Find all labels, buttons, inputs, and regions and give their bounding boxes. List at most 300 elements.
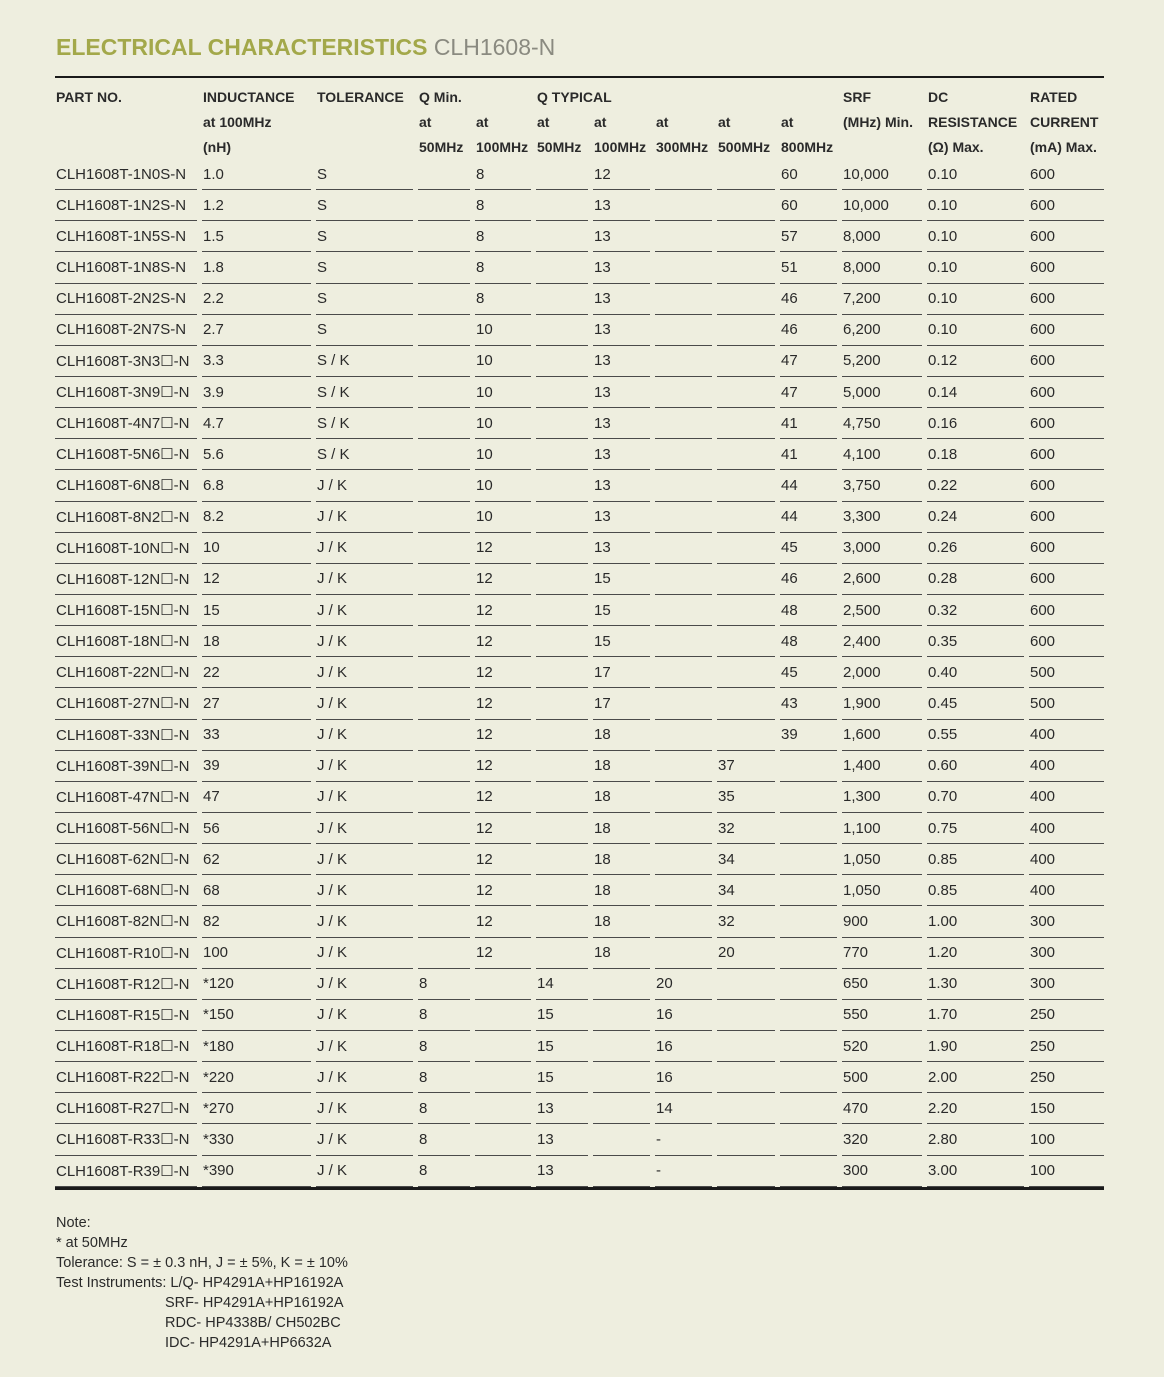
table-cell: 150 [1029, 1093, 1104, 1124]
table-cell: 10 [475, 502, 531, 533]
table-cell: 16 [655, 1062, 712, 1093]
table-cell [655, 813, 712, 844]
note-rdc: RDC- HP4338B/ CH502BC [165, 1315, 341, 1331]
table-cell [418, 533, 470, 564]
table-cell: 32 [717, 813, 775, 844]
header-cell: (Ω) Max. [928, 138, 984, 155]
table-cell: 1.90 [927, 1031, 1024, 1062]
table-cell [418, 252, 470, 283]
table-cell [655, 626, 712, 657]
table-cell: 12 [475, 595, 531, 626]
table-cell: 44 [780, 470, 837, 501]
table-cell [717, 346, 775, 377]
table-cell [655, 502, 712, 533]
table-cell: 3.3 [202, 346, 311, 377]
table-cell: 2,600 [842, 564, 922, 595]
table-cell: 12 [475, 906, 531, 937]
table-cell: 1,100 [842, 813, 922, 844]
table-cell: 1.5 [202, 221, 311, 252]
header-cell: CURRENT [1030, 113, 1099, 130]
table-cell: 900 [842, 906, 922, 937]
table-cell: 18 [593, 720, 650, 751]
table-cell: 600 [1029, 315, 1104, 346]
table-cell: CLH1608T-1N8S-N [55, 252, 197, 283]
table-cell: 3,300 [842, 502, 922, 533]
note-idc: IDC- HP4291A+HP6632A [165, 1335, 332, 1351]
table-cell [780, 1031, 837, 1062]
table-cell [418, 159, 470, 190]
table-cell [655, 159, 712, 190]
table-cell: 10 [475, 315, 531, 346]
header-cell: at [476, 113, 489, 130]
table-cell [780, 906, 837, 937]
table-cell [418, 751, 470, 782]
table-cell: 10,000 [842, 159, 922, 190]
table-cell [717, 1000, 775, 1031]
table-cell [418, 315, 470, 346]
table-cell: J / K [316, 938, 413, 969]
table-cell: 47 [202, 782, 311, 813]
table-cell [418, 720, 470, 751]
table-cell: CLH1608T-R18☐-N [55, 1031, 197, 1062]
table-cell [536, 346, 588, 377]
table-cell: 3.9 [202, 377, 311, 408]
header-cell: Q Min. [419, 88, 462, 105]
table-cell: 1,900 [842, 688, 922, 719]
table-cell [717, 470, 775, 501]
table-cell: 17 [593, 657, 650, 688]
table-cell: J / K [316, 906, 413, 937]
header-cell: 50MHz [419, 138, 464, 155]
table-cell: 46 [780, 564, 837, 595]
table-cell: 0.45 [927, 688, 1024, 719]
table-cell [475, 969, 531, 1000]
header-cell: at [656, 113, 669, 130]
table-cell [593, 1156, 650, 1187]
table-row [55, 159, 1104, 190]
table-cell: S [316, 190, 413, 221]
table-cell [418, 813, 470, 844]
table-cell: 100 [202, 938, 311, 969]
table-cell: 15 [593, 626, 650, 657]
table-cell: 51 [780, 252, 837, 283]
table-cell: 2,500 [842, 595, 922, 626]
table-cell [655, 657, 712, 688]
table-cell [536, 906, 588, 937]
table-cell: 0.22 [927, 470, 1024, 501]
table-cell: 0.12 [927, 346, 1024, 377]
table-cell [780, 969, 837, 1000]
header-cell: at [781, 113, 794, 130]
table-cell: 18 [202, 626, 311, 657]
table-cell [655, 470, 712, 501]
table-cell: 56 [202, 813, 311, 844]
table-row [55, 1062, 1104, 1093]
table-cell: 10,000 [842, 190, 922, 221]
header-cell: DC [928, 88, 949, 105]
table-cell: 4.7 [202, 408, 311, 439]
header-cell: (mA) Max. [1030, 138, 1097, 155]
header-cell: at [594, 113, 607, 130]
table-cell: 10 [202, 533, 311, 564]
table-cell: 400 [1029, 813, 1104, 844]
table-cell: 0.32 [927, 595, 1024, 626]
table-cell: *120 [202, 969, 311, 1000]
table-cell: J / K [316, 813, 413, 844]
table-cell: CLH1608T-82N☐-N [55, 906, 197, 937]
table-cell: 600 [1029, 502, 1104, 533]
table-cell: CLH1608T-R12☐-N [55, 969, 197, 1000]
table-cell: 46 [780, 315, 837, 346]
table-cell: CLH1608T-3N9☐-N [55, 377, 197, 408]
table-cell [717, 1124, 775, 1155]
table-cell: 32 [717, 906, 775, 937]
table-cell: S [316, 159, 413, 190]
table-cell: J / K [316, 875, 413, 906]
table-cell [536, 159, 588, 190]
table-cell [780, 782, 837, 813]
table-cell: CLH1608T-2N7S-N [55, 315, 197, 346]
table-cell: 8 [418, 1124, 470, 1155]
table-cell: 37 [717, 751, 775, 782]
page-title [56, 34, 555, 61]
table-cell [536, 470, 588, 501]
table-cell [780, 751, 837, 782]
table-cell: 0.85 [927, 875, 1024, 906]
table-cell [655, 688, 712, 719]
table-cell: 12 [475, 564, 531, 595]
table-cell [717, 315, 775, 346]
table-row [55, 252, 1104, 283]
table-row [55, 688, 1104, 719]
table-row [55, 439, 1104, 470]
table-cell: *220 [202, 1062, 311, 1093]
header-cell: TOLERANCE [317, 88, 404, 105]
table-cell [780, 1000, 837, 1031]
table-cell [536, 657, 588, 688]
table-cell: 6.8 [202, 470, 311, 501]
table-cell [780, 1062, 837, 1093]
table-cell [717, 657, 775, 688]
table-cell: *150 [202, 1000, 311, 1031]
table-cell [717, 377, 775, 408]
table-cell: 1,600 [842, 720, 922, 751]
table-cell: 18 [593, 844, 650, 875]
header-cell: at [537, 113, 550, 130]
table-cell [418, 688, 470, 719]
table-cell: 39 [202, 751, 311, 782]
table-cell: 5,200 [842, 346, 922, 377]
table-cell: 12 [475, 688, 531, 719]
table-cell: 13 [593, 408, 650, 439]
table-cell [418, 377, 470, 408]
table-cell [418, 657, 470, 688]
table-cell: 600 [1029, 159, 1104, 190]
table-cell: J / K [316, 844, 413, 875]
table-cell: 15 [536, 1062, 588, 1093]
table-cell: 10 [475, 439, 531, 470]
table-cell [717, 1093, 775, 1124]
table-cell: J / K [316, 470, 413, 501]
table-row [55, 284, 1104, 315]
table-cell [418, 875, 470, 906]
note-srf: SRF- HP4291A+HP16192A [165, 1295, 344, 1311]
header-cell: 800MHz [781, 138, 834, 155]
table-cell: 8 [418, 1156, 470, 1187]
table-cell [593, 969, 650, 1000]
table-cell: 300 [1029, 906, 1104, 937]
table-cell: J / K [316, 782, 413, 813]
table-cell: 8 [475, 221, 531, 252]
table-cell [418, 844, 470, 875]
table-cell: 48 [780, 626, 837, 657]
table-cell [717, 159, 775, 190]
table-cell: CLH1608T-R33☐-N [55, 1124, 197, 1155]
table-cell: 1.30 [927, 969, 1024, 1000]
table-cell: 12 [475, 844, 531, 875]
header-cell: 300MHz [656, 138, 709, 155]
spec-table [55, 76, 1104, 1190]
table-cell: CLH1608T-1N2S-N [55, 190, 197, 221]
table-row [55, 1031, 1104, 1062]
table-cell: 600 [1029, 377, 1104, 408]
header-row [55, 109, 1104, 134]
table-cell: *270 [202, 1093, 311, 1124]
table-cell: 22 [202, 657, 311, 688]
table-cell [717, 1031, 775, 1062]
table-cell: 300 [842, 1156, 922, 1187]
header-cell: RATED [1030, 88, 1078, 105]
table-cell [536, 595, 588, 626]
table-cell: 45 [780, 533, 837, 564]
table-cell: CLH1608T-39N☐-N [55, 751, 197, 782]
table-cell [418, 906, 470, 937]
table-cell [655, 377, 712, 408]
table-cell [418, 439, 470, 470]
table-cell: 13 [593, 284, 650, 315]
table-cell: 13 [593, 502, 650, 533]
table-row [55, 813, 1104, 844]
table-cell: 0.14 [927, 377, 1024, 408]
table-cell: J / K [316, 1124, 413, 1155]
table-cell: 18 [593, 875, 650, 906]
table-cell: 13 [536, 1156, 588, 1187]
table-cell: 1.0 [202, 159, 311, 190]
table-cell: 12 [475, 657, 531, 688]
table-cell [655, 564, 712, 595]
table-cell: 7,200 [842, 284, 922, 315]
table-cell: 44 [780, 502, 837, 533]
table-cell: 0.10 [927, 159, 1024, 190]
table-cell [717, 1156, 775, 1187]
table-cell [593, 1062, 650, 1093]
table-cell [475, 1031, 531, 1062]
table-row [55, 626, 1104, 657]
table-cell [536, 221, 588, 252]
header-cell: 100MHz [594, 138, 647, 155]
table-cell: 400 [1029, 751, 1104, 782]
table-cell: 57 [780, 221, 837, 252]
table-cell: 12 [475, 533, 531, 564]
table-cell: J / K [316, 1031, 413, 1062]
table-cell: 8 [418, 1000, 470, 1031]
table-cell: CLH1608T-1N5S-N [55, 221, 197, 252]
table-row [55, 533, 1104, 564]
table-cell: 34 [717, 844, 775, 875]
table-cell: 62 [202, 844, 311, 875]
notes [56, 1213, 348, 1353]
table-row [55, 938, 1104, 969]
table-cell: 68 [202, 875, 311, 906]
table-cell [655, 533, 712, 564]
table-cell: 600 [1029, 533, 1104, 564]
table-cell: 13 [593, 470, 650, 501]
table-cell: 35 [717, 782, 775, 813]
table-cell: 45 [780, 657, 837, 688]
table-cell: 34 [717, 875, 775, 906]
table-cell: 16 [655, 1031, 712, 1062]
table-cell: 48 [780, 595, 837, 626]
table-cell: 5.6 [202, 439, 311, 470]
table-cell: 8 [418, 969, 470, 1000]
table-cell: 550 [842, 1000, 922, 1031]
table-cell [655, 439, 712, 470]
table-row [55, 1156, 1104, 1187]
table-cell: 8 [475, 159, 531, 190]
table-cell: 10 [475, 408, 531, 439]
table-cell: 15 [593, 595, 650, 626]
table-cell [780, 1124, 837, 1155]
table-cell: 600 [1029, 439, 1104, 470]
table-cell [536, 782, 588, 813]
table-cell [536, 502, 588, 533]
header-row [55, 134, 1104, 159]
table-cell: 600 [1029, 190, 1104, 221]
table-cell [655, 782, 712, 813]
table-cell: 400 [1029, 875, 1104, 906]
note-tolerance: Tolerance: S = ± 0.3 nH, J = ± 5%, K = ± 10% [56, 1255, 348, 1271]
table-row [55, 720, 1104, 751]
table-cell: 0.16 [927, 408, 1024, 439]
header-cell: Q TYPICAL [537, 88, 612, 105]
table-cell: S / K [316, 377, 413, 408]
table-cell: - [655, 1124, 712, 1155]
table-cell: 15 [202, 595, 311, 626]
table-cell: S [316, 284, 413, 315]
table-cell: CLH1608T-47N☐-N [55, 782, 197, 813]
table-cell: S [316, 252, 413, 283]
table-cell [717, 221, 775, 252]
table-cell: CLH1608T-8N2☐-N [55, 502, 197, 533]
table-cell: 0.85 [927, 844, 1024, 875]
table-cell: 600 [1029, 252, 1104, 283]
table-cell: CLH1608T-R27☐-N [55, 1093, 197, 1124]
table-cell: 1.70 [927, 1000, 1024, 1031]
table-cell: 15 [536, 1031, 588, 1062]
table-cell: 0.10 [927, 315, 1024, 346]
table-cell: 13 [593, 190, 650, 221]
table-cell: CLH1608T-1N0S-N [55, 159, 197, 190]
header-cell: 50MHz [537, 138, 582, 155]
table-cell: 12 [593, 159, 650, 190]
table-cell: 13 [536, 1093, 588, 1124]
table-cell: 82 [202, 906, 311, 937]
table-cell: CLH1608T-5N6☐-N [55, 439, 197, 470]
table-cell: 8,000 [842, 221, 922, 252]
table-cell: 27 [202, 688, 311, 719]
table-cell: 0.35 [927, 626, 1024, 657]
table-cell: 18 [593, 782, 650, 813]
table-cell: 8 [475, 252, 531, 283]
table-cell [536, 564, 588, 595]
table-cell: 500 [1029, 657, 1104, 688]
table-cell: 39 [780, 720, 837, 751]
table-cell [717, 969, 775, 1000]
table-cell [717, 408, 775, 439]
table-cell [536, 252, 588, 283]
table-cell [717, 284, 775, 315]
table-cell: CLH1608T-6N8☐-N [55, 470, 197, 501]
table-row [55, 657, 1104, 688]
table-cell: 15 [536, 1000, 588, 1031]
table-cell: 520 [842, 1031, 922, 1062]
table-cell [418, 346, 470, 377]
table-cell: 4,750 [842, 408, 922, 439]
table-cell: 100 [1029, 1156, 1104, 1187]
table-cell [655, 252, 712, 283]
table-cell: J / K [316, 657, 413, 688]
table-row [55, 408, 1104, 439]
table-cell: 1.00 [927, 906, 1024, 937]
table-cell [717, 252, 775, 283]
table-cell [655, 346, 712, 377]
table-cell [655, 595, 712, 626]
table-cell: J / K [316, 688, 413, 719]
table-cell: 47 [780, 346, 837, 377]
header-cell: INDUCTANCE [203, 88, 295, 105]
table-cell: - [655, 1156, 712, 1187]
table-cell: CLH1608T-4N7☐-N [55, 408, 197, 439]
table-cell: 6,200 [842, 315, 922, 346]
table-cell: 4,100 [842, 439, 922, 470]
table-cell: S [316, 221, 413, 252]
table-cell: CLH1608T-33N☐-N [55, 720, 197, 751]
table-cell: 0.70 [927, 782, 1024, 813]
table-cell: 2.20 [927, 1093, 1024, 1124]
table-cell: CLH1608T-68N☐-N [55, 875, 197, 906]
table-cell: J / K [316, 969, 413, 1000]
table-cell [418, 221, 470, 252]
table-row [55, 906, 1104, 937]
table-cell [655, 315, 712, 346]
table-cell: 18 [593, 813, 650, 844]
table-cell: 1.20 [927, 938, 1024, 969]
table-cell [418, 595, 470, 626]
table-cell [536, 439, 588, 470]
note-asterisk: * at 50MHz [56, 1235, 128, 1251]
table-cell: 8 [475, 190, 531, 221]
header-cell: SRF [843, 88, 871, 105]
table-cell: J / K [316, 564, 413, 595]
table-cell: 18 [593, 751, 650, 782]
table-cell [655, 875, 712, 906]
table-cell: 320 [842, 1124, 922, 1155]
table-cell: 300 [1029, 969, 1104, 1000]
table-cell: 600 [1029, 284, 1104, 315]
table-cell: 12 [475, 751, 531, 782]
table-cell [536, 626, 588, 657]
table-row [55, 969, 1104, 1000]
